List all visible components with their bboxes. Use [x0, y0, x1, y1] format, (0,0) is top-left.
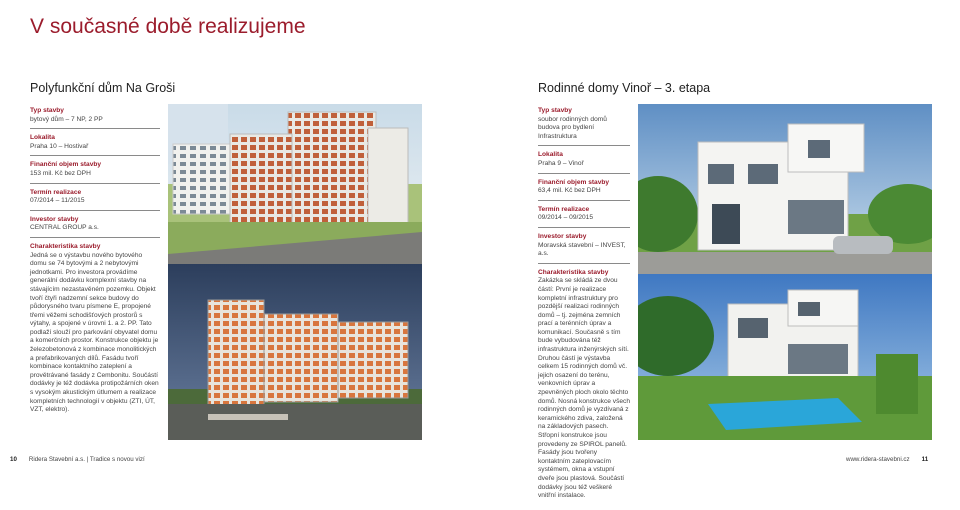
info-text: Moravská stavební – INVEST, a.s.: [538, 241, 626, 258]
info-text: bytový dům – 7 NP, 2 PP: [30, 115, 103, 123]
info-text: 153 mil. Kč bez DPH: [30, 169, 91, 177]
page-number-left: 10: [10, 456, 17, 463]
info-text: CENTRAL GROUP a.s.: [30, 224, 99, 232]
info-block: [538, 269, 630, 505]
footer-right: [846, 456, 928, 463]
left-project-info: [30, 107, 160, 424]
info-label: Lokalita: [538, 151, 563, 159]
info-label: Finanční objem stavby: [538, 178, 610, 186]
info-block: [538, 151, 630, 173]
info-label: Typ stavby: [538, 107, 572, 114]
right-project-title: Rodinné domy Vinoř – 3. etapa: [538, 81, 711, 95]
info-block: [30, 134, 160, 156]
info-label: Investor stavby: [538, 232, 587, 240]
page-title: V současné době realizujeme: [30, 15, 306, 38]
info-label: Investor stavby: [30, 215, 79, 223]
info-label: Typ stavby: [30, 107, 64, 114]
info-label: Termín realizace: [30, 188, 82, 196]
info-block: [538, 233, 630, 264]
info-label: Finanční objem stavby: [30, 161, 102, 169]
footer-left: [10, 456, 145, 463]
info-block: [538, 107, 630, 146]
info-block: [30, 243, 160, 419]
right-project-info: [538, 107, 630, 510]
info-text: 09/2014 – 09/2015: [538, 214, 594, 222]
info-text: Praha 10 – Hostivař: [30, 142, 89, 150]
info-block: [30, 216, 160, 238]
info-label: Lokalita: [30, 134, 55, 142]
info-text: soubor rodinných domů budova pro bydlení Infrastruktura: [538, 115, 607, 140]
info-text: Praha 9 – Vinoř: [538, 159, 584, 167]
info-block: [30, 189, 160, 211]
left-project-title: Polyfunkční dům Na Groši: [30, 81, 176, 95]
family-house-image: [638, 104, 932, 440]
footer-website: www.ridera-stavebni.cz: [846, 456, 910, 463]
info-text: Zakázka se skládá ze dvou částí: První je realizace kompletní infrastruktury pro pozdější realizaci rodinných domů – tj. zejména zemních prací a terénních úprav a komunikací. Současně s tím bude vybudována též infrastruktura inženýrských sítí. Druhou částí je výstavba celkem 15 rodinných domů vč. jejich osazení do terénu, venkovních úprav a zpevněných ploch okolo těchto domů. Nosná konstrukce všech rodinných domů je vyzdívaná z keramického zdiva, založená na základových pasech. Střopní konstrukce jsou provedeny ze SPIROL panelů. Fasády jsou tvořeny kontaktním zateplovacím systémem, okna a vstupní dveře jsou plastová. Součástí dodávky jsou též veškeré vnitřní instalace.: [538, 277, 630, 500]
info-block: [30, 161, 160, 183]
info-block: [538, 179, 630, 201]
info-label: Termín realizace: [538, 205, 590, 213]
page-number-right: 11: [921, 456, 929, 463]
info-text: 63,4 mil. Kč bez DPH: [538, 187, 601, 195]
info-label: Charakteristika stavby: [538, 268, 609, 276]
apartment-building-image: [168, 104, 422, 440]
info-text: 07/2014 – 11/2015: [30, 197, 85, 205]
info-text: Jedná se o výstavbu nového bytového domu se 74 bytovými a 2 nebytovými jednotkami. Pro investora provádíme generální dodávku komplexní stavby na stávajícím nezastavěném pozemku. Objekt tvoří čtyři nadzemní sekce budovy do půdorysného tvaru písmene E, propojené třemi věžemi schodišťových prostorů s výtahy, a spojené v úrovni 1. a 2. PP. Tato podlaží slouží pro parkování obyvatel domu a komerčních prostor. Konstrukce objektu je železobetonová z kombinace monolitických a prefabrikovaných dílů. Fasádu tvoří kombinace kontaktního zateplení a provětrávané fasády z Cembonitu. Součástí dodávky je též dodávka protipožárních oken s vysokým akustickým útlumem a realizace kompletních technologií v objektu (ZTI, ÚT, VZT, elektro).: [30, 251, 159, 414]
info-block: [538, 206, 630, 228]
footer-company: Ridera Stavební a.s. | Tradice s novou vizí: [28, 456, 145, 463]
info-block: [30, 107, 160, 129]
info-label: Charakteristika stavby: [30, 242, 101, 250]
